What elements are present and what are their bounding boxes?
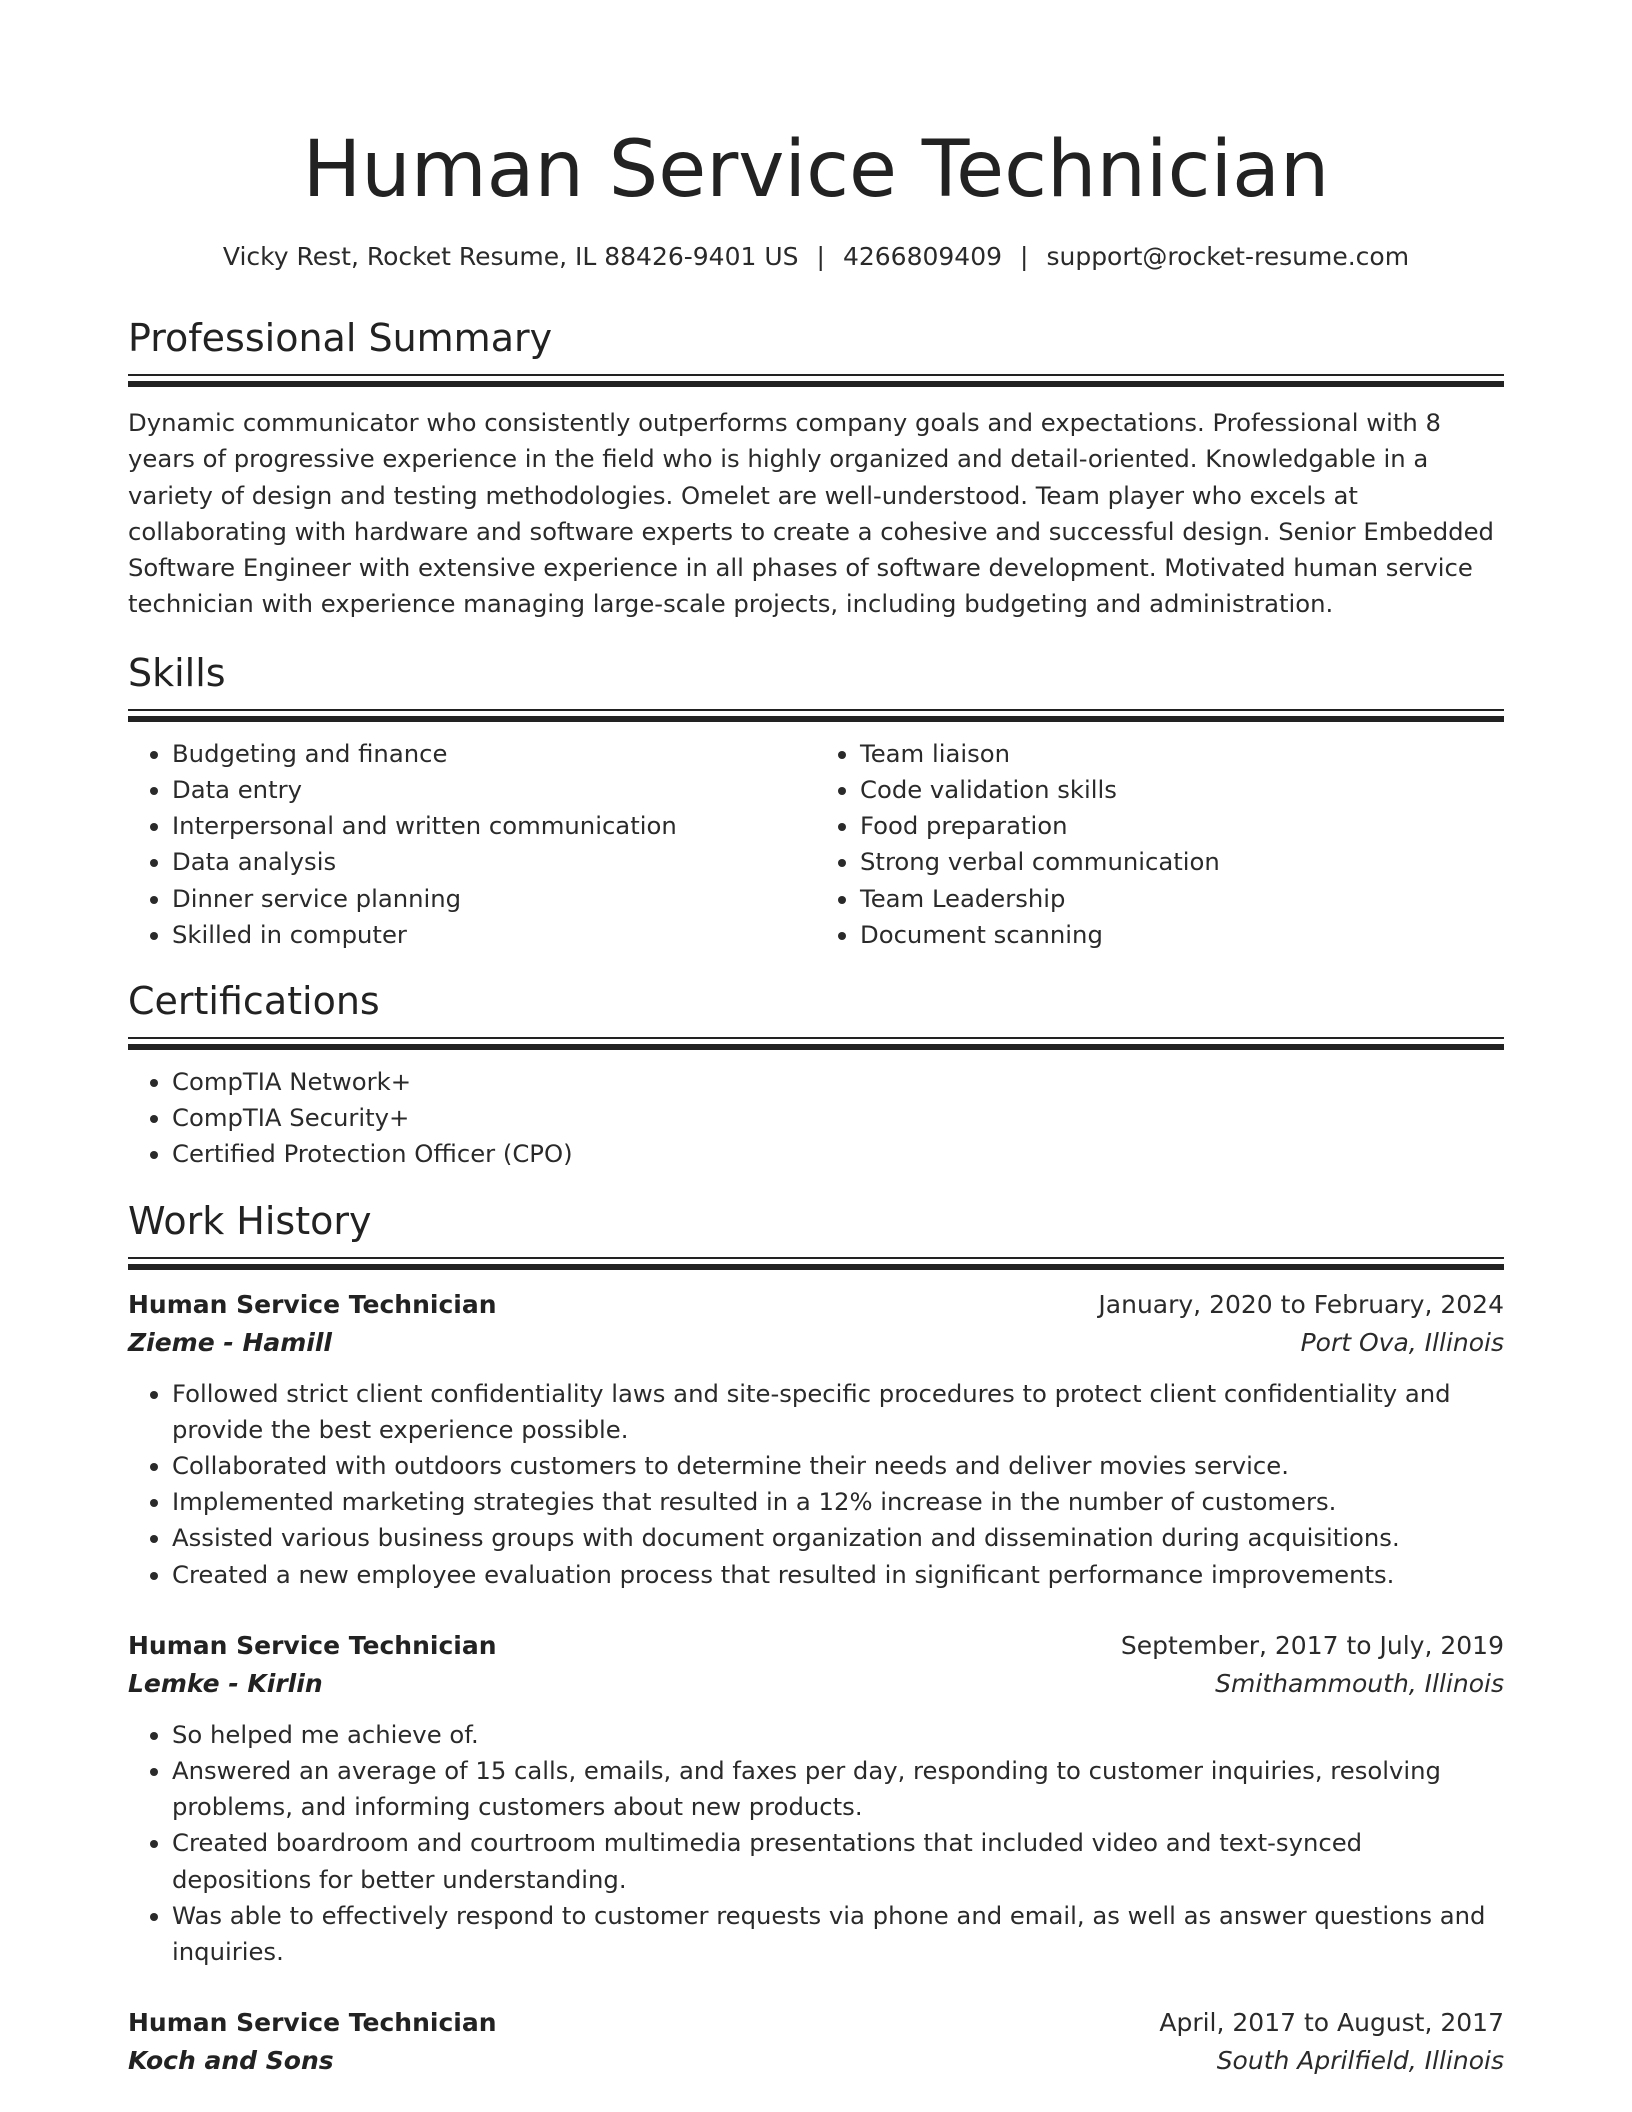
job-company: Zieme - Hamill: [128, 1327, 332, 1357]
contact-address: Vicky Rest, Rocket Resume, IL 88426-9401 US: [222, 242, 799, 271]
job-location: South Aprilfield, Illinois: [1216, 2046, 1504, 2076]
job-title: Human Service Technician: [128, 1630, 497, 1660]
job-bullet: • Followed strict client confidentiality laws and site-specific procedures to protect client confidentiality and provide the best experience possible.: [172, 1376, 1504, 1448]
skill-item: • Strong verbal communication: [860, 844, 1504, 880]
job-entry: [128, 1627, 1504, 1970]
contact-line: [128, 242, 1504, 272]
skill-item: • Skilled in computer: [172, 917, 816, 953]
job-dates: April, 2017 to August, 2017: [1159, 2008, 1504, 2038]
job-company-row: [128, 1665, 1504, 1703]
section-divider: [128, 374, 1504, 387]
skill-item: • Code validation skills: [860, 772, 1504, 808]
skills-column-right: [816, 736, 1504, 953]
skill-item: • Data entry: [172, 772, 816, 808]
job-dates: January, 2020 to February, 2024: [1098, 1289, 1504, 1319]
contact-separator: |: [816, 242, 825, 271]
job-header-row: [128, 1627, 1504, 1665]
contact-email[interactable]: support@rocket-resume.com: [1046, 242, 1410, 271]
skill-item: • Dinner service planning: [172, 881, 816, 917]
job-header-row: [128, 1286, 1504, 1324]
job-bullet: • Assisted various business groups with document organization and dissemination during acquisitions.: [172, 1520, 1504, 1556]
job-dates: September, 2017 to July, 2019: [1120, 1630, 1504, 1660]
job-location: Smithammouth, Illinois: [1215, 1668, 1504, 1698]
summary-text: Dynamic communicator who consistently outperforms company goals and expectations. Professional with 8 years of progressive experience in the field who is highly organized and detail-oriented. Knowledgable in a variety of design and testing methodologies. Omelet are well-understood. Team player who excels at collaborating with hardware and software experts to create a cohesive and successful design. Senior Embedded Software Engineer with extensive experience in all phases of software development. Motivated human service technician with experience managing large-scale projects, including budgeting and administration.: [128, 408, 1494, 619]
skill-item: • Document scanning: [860, 917, 1504, 953]
skill-item: • Interpersonal and written communication: [172, 808, 816, 844]
skill-item: • Team Leadership: [860, 881, 1504, 917]
job-entry: [128, 1286, 1504, 1593]
job-bullet: • Was able to effectively respond to customer requests via phone and email, as well as answer questions and inquiries.: [172, 1898, 1504, 1970]
job-bullet: • So helped me achieve of.: [172, 1717, 1504, 1753]
certification-item: • CompTIA Security+: [172, 1100, 1504, 1136]
job-bullet: • Collaborated with outdoors customers to determine their needs and deliver movies service.: [172, 1448, 1504, 1484]
section-title-certifications: Certifications: [128, 979, 380, 1023]
section-divider: [128, 1037, 1504, 1050]
section-divider: [128, 709, 1504, 722]
job-company-row: [128, 1324, 1504, 1362]
job-title: Human Service Technician: [128, 1289, 497, 1319]
section-title-skills: Skills: [128, 650, 226, 695]
certification-item: • Certified Protection Officer (CPO): [172, 1136, 1504, 1172]
job-bullets: [128, 1717, 1504, 1970]
job-bullet: • Created a new employee evaluation process that resulted in significant performance improvements.: [172, 1557, 1504, 1593]
job-company: Lemke - Kirlin: [128, 1668, 323, 1698]
skill-item: • Data analysis: [172, 844, 816, 880]
job-bullet: • Implemented marketing strategies that resulted in a 12% increase in the number of customers.: [172, 1484, 1504, 1520]
certification-item: • CompTIA Network+: [172, 1064, 1504, 1100]
job-entry: [128, 2004, 1504, 2080]
job-title: Human Service Technician: [128, 2008, 497, 2038]
job-bullet: • Created boardroom and courtroom multimedia presentations that included video and text-synced depositions for better understanding.: [172, 1825, 1504, 1897]
contact-phone: 4266809409: [842, 242, 1003, 271]
job-header-row: [128, 2004, 1504, 2042]
section-title-work-history: Work History: [128, 1198, 372, 1243]
skill-item: • Food preparation: [860, 808, 1504, 844]
job-company: Koch and Sons: [128, 2046, 334, 2076]
section-divider: [128, 1257, 1504, 1270]
job-company-row: [128, 2042, 1504, 2080]
skills-column-left: [128, 736, 816, 953]
certifications-list: [128, 1064, 1504, 1173]
resume-title: Human Service Technician: [302, 125, 1330, 215]
job-location: Port Ova, Illinois: [1300, 1327, 1504, 1357]
skill-item: • Budgeting and finance: [172, 736, 816, 772]
skill-item: • Team liaison: [860, 736, 1504, 772]
contact-separator: |: [1020, 242, 1029, 271]
skills-list: [128, 736, 1504, 953]
job-bullets: [128, 1376, 1504, 1593]
job-bullet: • Answered an average of 15 calls, emails, and faxes per day, responding to customer inquiries, resolving problems, and informing customers about new products.: [172, 1753, 1504, 1825]
section-title-summary: Professional Summary: [128, 316, 553, 360]
